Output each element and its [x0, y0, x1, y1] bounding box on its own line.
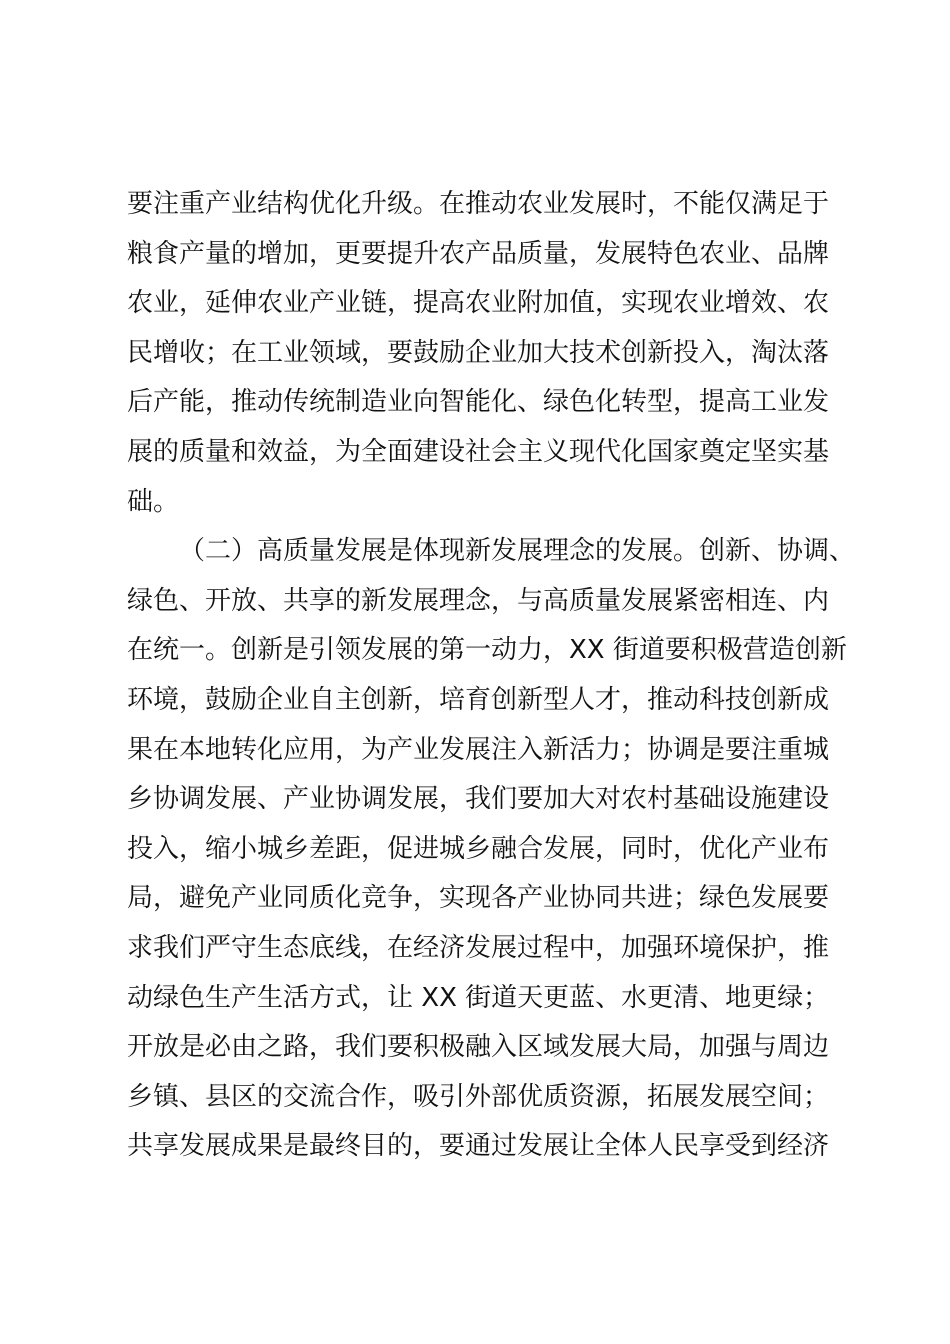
- text-line: 开放是必由之路，我们要积极融入区域发展大局，加强与周边: [127, 1032, 830, 1063]
- paragraph-2: [127, 527, 856, 1172]
- text-line: 环境，鼓励企业自主创新，培育创新型人才，推动科技创新成: [127, 684, 830, 715]
- text-line: 后产能，推动传统制造业向智能化、绿色化转型，提高工业发: [127, 387, 830, 418]
- text-line: 民增收；在工业领域，要鼓励企业加大技术创新投入，淘汰落: [127, 337, 830, 368]
- text-line: 粮食产量的增加，更要提升农产品质量，发展特色农业、品牌: [127, 238, 830, 269]
- text-line: 乡协调发展、产业协调发展，我们要加大对农村基础设施建设: [127, 784, 830, 815]
- text-line: 绿色、开放、共享的新发展理念，与高质量发展紧密相连、内: [127, 585, 830, 616]
- body-text: [127, 180, 856, 1172]
- text-line: 果在本地转化应用，为产业发展注入新活力；协调是要注重城: [127, 734, 830, 765]
- text-line: 展的质量和效益，为全面建设社会主义现代化国家奠定坚实基: [127, 436, 830, 467]
- text-line: 动绿色生产生活方式，让 XX 街道天更蓝、水更清、地更绿；: [127, 982, 830, 1013]
- text-line: 求我们严守生态底线，在经济发展过程中，加强环境保护，推: [127, 932, 830, 963]
- text-line: 局，避免产业同质化竞争，实现各产业协同共进；绿色发展要: [127, 883, 830, 914]
- text-line: 农业，延伸农业产业链，提高农业附加值，实现农业增效、农: [127, 288, 830, 319]
- paragraph-1: [127, 180, 837, 527]
- text-line: 在统一。创新是引领发展的第一动力，XX 街道要积极营造创新: [127, 635, 847, 666]
- section-heading-line: （二）高质量发展是体现新发展理念的发展。创新、协调、: [179, 536, 856, 567]
- text-line: 乡镇、县区的交流合作，吸引外部优质资源，拓展发展空间；: [127, 1081, 830, 1112]
- text-line: 础。: [127, 486, 180, 517]
- text-line: 投入，缩小城乡差距，促进城乡融合发展，同时，优化产业布: [127, 833, 830, 864]
- text-line: 要注重产业结构优化升级。在推动农业发展时，不能仅满足于: [127, 189, 830, 219]
- text-line: 共享发展成果是最终目的，要通过发展让全体人民享受到经济: [127, 1131, 830, 1162]
